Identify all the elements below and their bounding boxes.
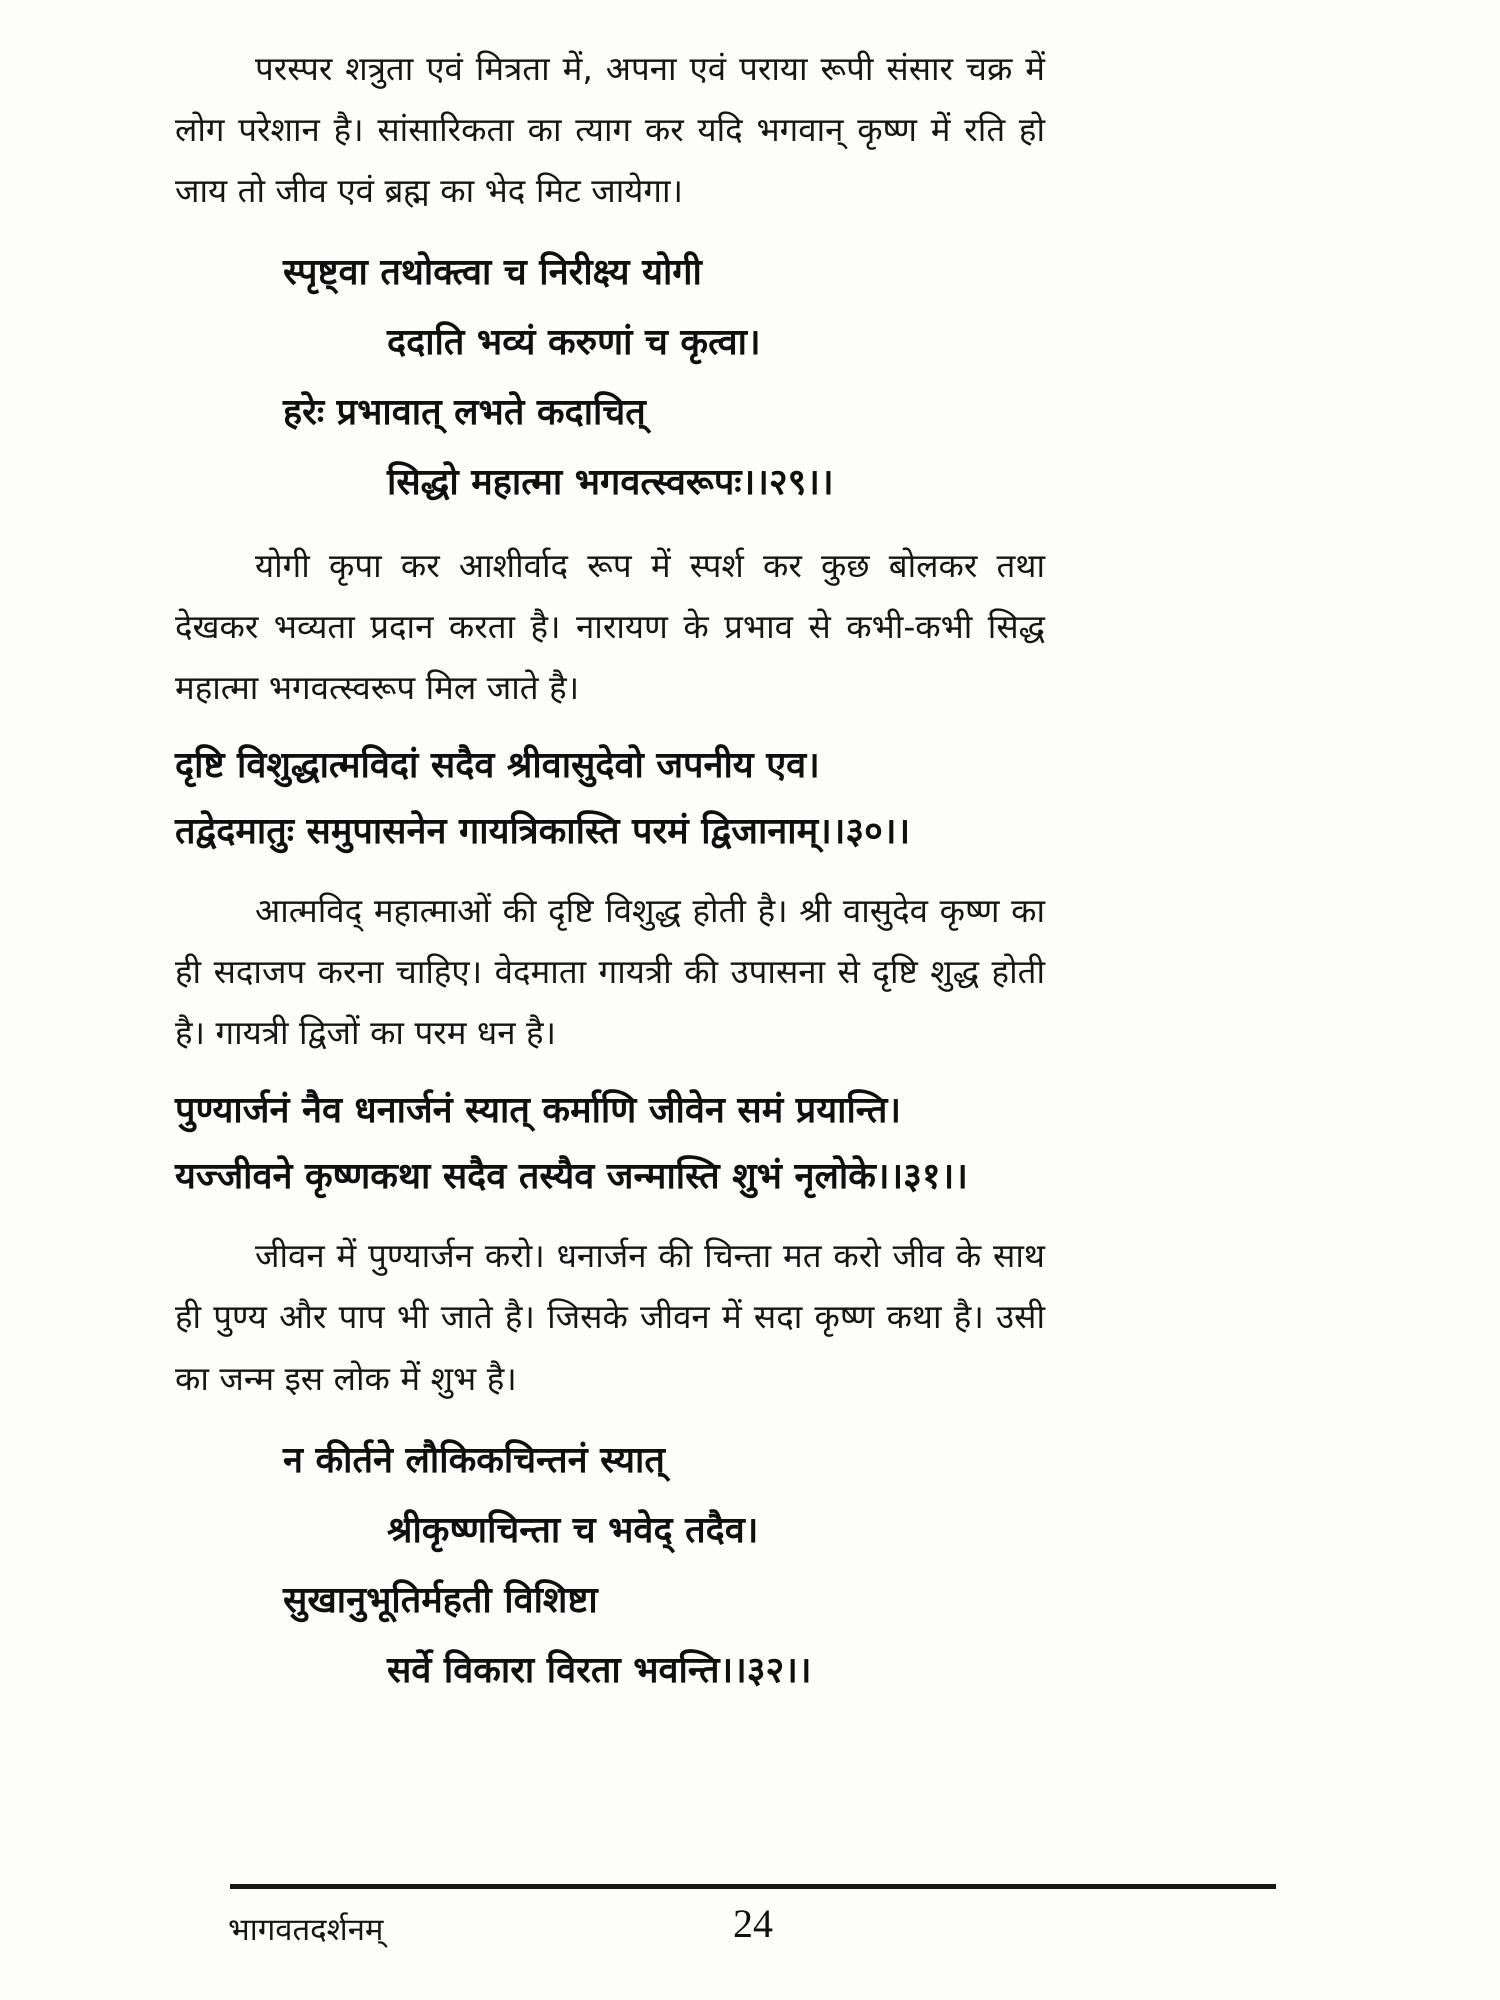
verse-29-line-2: ददाति भव्यं करुणां च कृत्वा। (387, 322, 761, 364)
verse-30-line-2: तद्वेदमातुः समुपासनेन गायत्रिकास्ति परमं द्विजानाम्।।३०।। (175, 811, 911, 853)
commentary-verse-30: आत्मविद् महात्माओं की दृष्टि विशुद्ध होती है। श्री वासुदेव कृष्ण का ही सदाजप करना चाहिए। वेदमाता गायत्री की उपासना से दृष्टि शुद्ध होती है। गायत्री द्विजों का परम धन है। (175, 891, 1045, 1053)
verse-30-line-1: दृष्टि विशुद्धात्मविदां सदैव श्रीवासुदेवो जपनीय एव। (175, 745, 820, 787)
verse-29-line-4: सिद्धो महात्मा भगवत्स्वरूपः।।२९।। (387, 462, 834, 504)
verse-29-line-3: हरेः प्रभावात् लभते कदाचित् (283, 392, 646, 434)
commentary-verse-31: जीवन में पुण्यार्जन करो। धनार्जन की चिन्ता मत करो जीव के साथ ही पुण्य और पाप भी जाते है। जिसके जीवन में सदा कृष्ण कथा है। उसी का जन्म इस लोक में शुभ है। (175, 1236, 1045, 1398)
verse-31-line-1: पुण्यार्जनं नैव धनार्जनं स्यात् कर्माणि जीवेन समं प्रयान्ति। (175, 1090, 902, 1132)
intro-paragraph: परस्पर शत्रुता एवं मित्रता में, अपना एवं पराया रूपी संसार चक्र में लोग परेशान है। सांसारिकता का त्याग कर यदि भगवान् कृष्ण में रति हो जाय तो जीव एवं ब्रह्म का भेद मिट जायेगा। (175, 49, 1045, 211)
text-block (175, 38, 1045, 1723)
verse-32-line-3: सुखानुभूतिर्महती विशिष्टा (283, 1579, 598, 1621)
verse-31-line-2: यज्जीवने कृष्णकथा सदैव तस्यैव जन्मास्ति शुभं नृलोके।।३१।। (175, 1156, 968, 1198)
sanskrit-verse-32 (175, 1439, 1045, 1691)
sanskrit-verse-31 (175, 1090, 1045, 1198)
verse-32-line-1: न कीर्तने लौकिकचिन्तनं स्यात् (283, 1439, 665, 1481)
sanskrit-verse-29 (175, 252, 1045, 504)
page-number: 24 (733, 1901, 773, 1946)
footer-book-title: भागवतदर्शनम् (228, 1912, 384, 1948)
footer-divider (230, 1884, 1276, 1889)
verse-29-line-1: स्पृष्ट्वा तथोक्त्वा च निरीक्ष्य योगी (283, 252, 702, 294)
sanskrit-verse-30 (175, 745, 1045, 853)
verse-32-line-2: श्रीकृष्णचिन्ता च भवेद् तदैव। (387, 1509, 759, 1551)
verse-32-line-4: सर्वे विकारा विरता भवन्ति।।३२।। (387, 1649, 812, 1691)
commentary-verse-29: योगी कृपा कर आशीर्वाद रूप में स्पर्श कर कुछ बोलकर तथा देखकर भव्यता प्रदान करता है। नारायण के प्रभाव से कभी-कभी सिद्ध महात्मा भगवत्स्वरूप मिल जाते है। (175, 546, 1045, 708)
